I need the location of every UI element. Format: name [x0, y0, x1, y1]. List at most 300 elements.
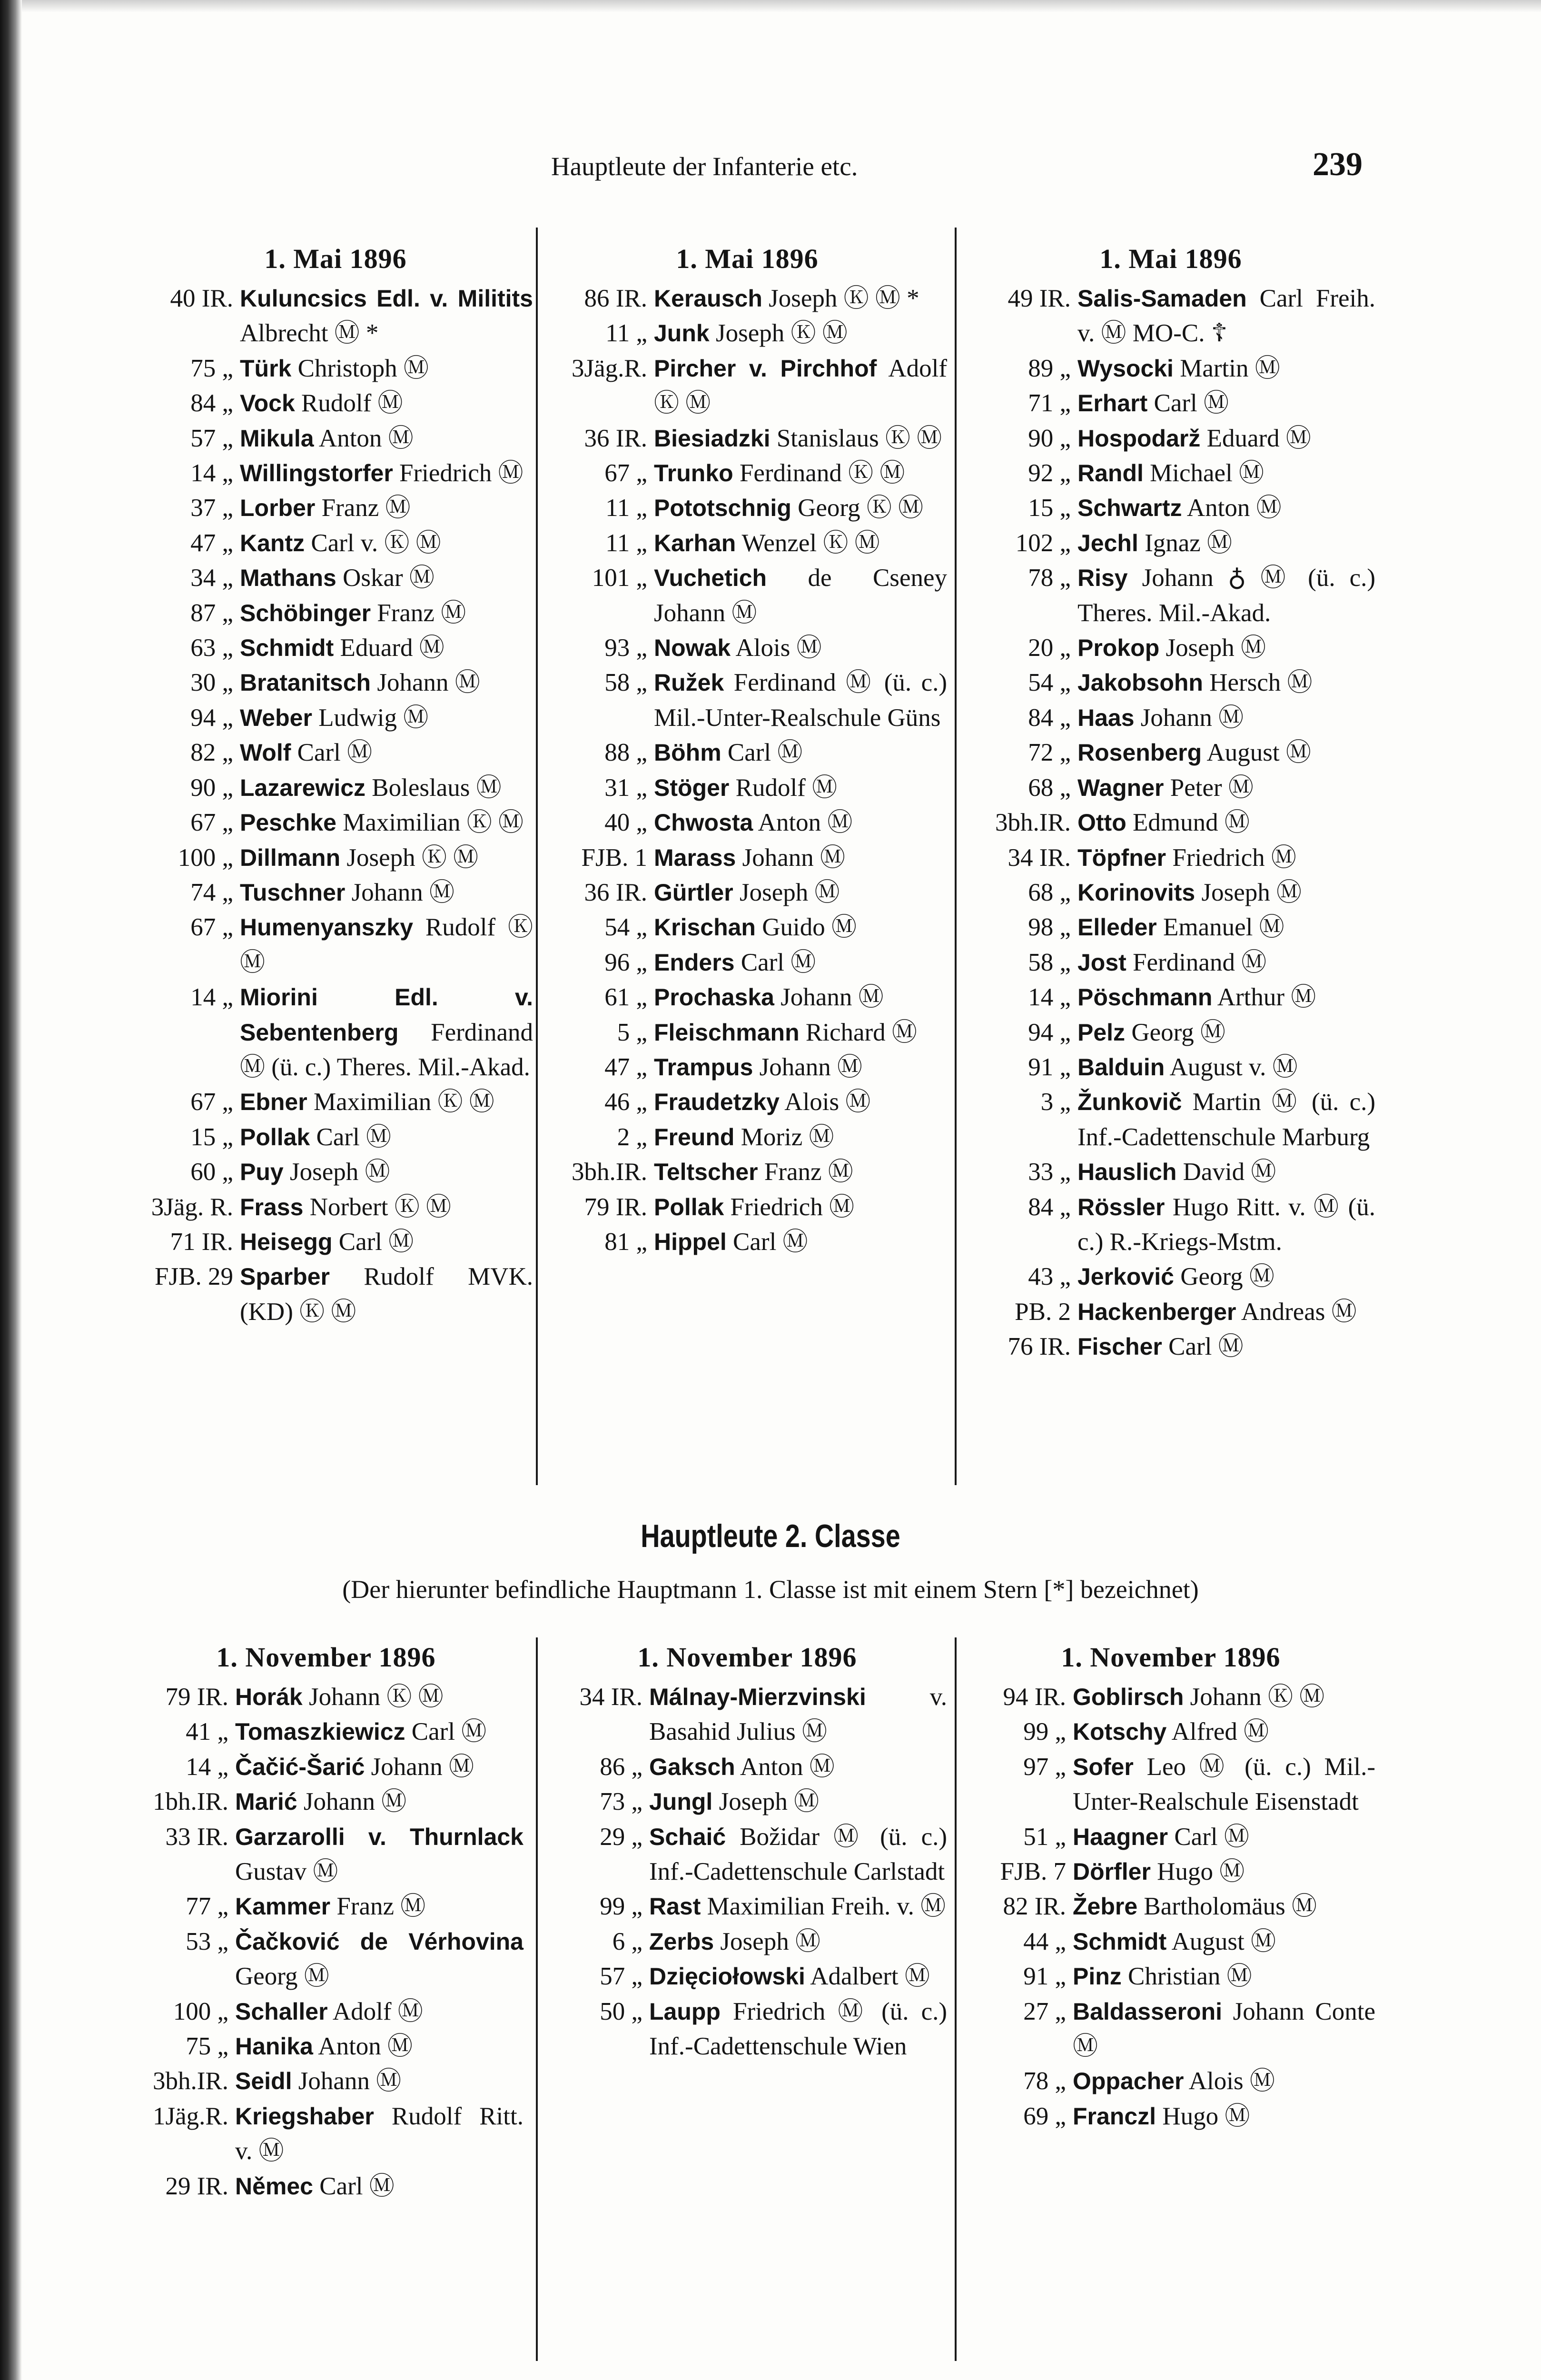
- officer-entry: [138, 875, 533, 910]
- regiment-ref: 67 „: [190, 913, 233, 942]
- officer-details: Johann Ⓜ: [297, 1788, 407, 1816]
- regiment-ref: 49 IR.: [1008, 285, 1071, 312]
- mai-1896-column-1: [138, 243, 533, 1329]
- officer-entry: [138, 1120, 533, 1155]
- regiment-ref: 94 IR.: [1003, 1683, 1066, 1711]
- officer-entry: [128, 1785, 524, 1819]
- regiment-ref: 68 „: [1028, 878, 1071, 906]
- officer-details: Ferdinand Ⓜ (ü. c.) Mil.-Unter-Realschule Güns: [654, 669, 947, 732]
- officer-entry: [966, 945, 1375, 980]
- officer-details: Carl Ⓜ: [1162, 1333, 1244, 1361]
- regiment-ref: 100 „: [178, 843, 233, 872]
- officer-text: [240, 980, 533, 1085]
- officer-surname: Ružek: [654, 669, 724, 696]
- officer-text: [1073, 1854, 1375, 1889]
- officer-text: [1077, 771, 1375, 805]
- officer-entry: [547, 1820, 947, 1890]
- officer-details: Anton Ⓜ: [314, 424, 414, 452]
- regiment-ref: 11 „: [605, 529, 647, 557]
- officer-entry: [547, 1085, 947, 1120]
- regiment-ref: 92 „: [1028, 459, 1071, 487]
- officer-surname: Čačić-Šarić: [235, 1753, 365, 1780]
- regiment-ref: 90 „: [1028, 424, 1071, 452]
- officer-surname: Wolf: [240, 739, 291, 766]
- officer-surname: Trampus: [654, 1053, 753, 1081]
- column-heading: 1. Mai 1896: [264, 243, 407, 274]
- officer-surname: Pöschmann: [1077, 984, 1213, 1011]
- officer-entry: [966, 980, 1375, 1015]
- officer-text: [235, 1680, 524, 1715]
- officer-text: [649, 1750, 947, 1785]
- regiment-ref: 14 „: [190, 983, 233, 1012]
- officer-details: Joseph Ⓚ Ⓜ: [709, 319, 848, 347]
- officer-surname: Rast: [649, 1893, 701, 1920]
- officer-details: Johann Ⓚ Ⓜ: [302, 1683, 444, 1711]
- officer-surname: Pinz: [1073, 1963, 1122, 1990]
- officer-entry: [547, 980, 947, 1015]
- officer-details: Rudolf MVK. (KD) Ⓚ Ⓜ: [240, 1263, 533, 1326]
- officer-entry: [547, 526, 947, 561]
- officer-text: [240, 735, 533, 770]
- officer-text: [240, 1155, 533, 1190]
- regiment-ref: 14 „: [190, 459, 233, 487]
- entry-list: [547, 1680, 947, 2064]
- officer-surname: Zerbs: [649, 1928, 714, 1955]
- officer-text: [1077, 421, 1375, 456]
- officer-text: [654, 665, 947, 735]
- officer-surname: Schaić: [649, 1823, 726, 1850]
- officer-entry: [128, 1994, 524, 2029]
- officer-surname: Biesiadzki: [654, 425, 770, 452]
- regiment-ref: 99 „: [1023, 1718, 1066, 1746]
- officer-surname: Mikula: [240, 425, 314, 452]
- running-title: Hauptleute der Infanterie etc.: [551, 152, 858, 181]
- officer-details: Anton Ⓜ: [753, 809, 853, 837]
- officer-details: Carl Ⓜ: [405, 1718, 487, 1746]
- officer-surname: Türk: [240, 355, 292, 382]
- officer-text: [1077, 526, 1375, 561]
- officer-surname: Teltscher: [654, 1159, 758, 1186]
- officer-entry: [138, 910, 533, 980]
- officer-surname: Töpfner: [1077, 844, 1166, 871]
- officer-surname: Pelz: [1077, 1019, 1126, 1046]
- regiment-ref: 101 „: [592, 564, 647, 592]
- regiment-ref: 53 „: [186, 1927, 228, 1955]
- regiment-ref: 5 „: [617, 1018, 647, 1046]
- officer-surname: Baldasseroni: [1073, 1998, 1223, 2025]
- mai-1896-column-3: [966, 243, 1375, 1365]
- officer-entry: [138, 351, 533, 386]
- officer-surname: Willingstorfer: [240, 460, 393, 487]
- officer-entry: [966, 2099, 1375, 2134]
- officer-entry: [138, 771, 533, 805]
- regiment-ref: 75 „: [190, 354, 233, 382]
- regiment-ref: 3Jäg. R.: [151, 1193, 233, 1221]
- regiment-ref: 33 IR.: [165, 1823, 228, 1851]
- officer-text: [235, 2169, 524, 2204]
- regiment-ref: 78 „: [1028, 564, 1071, 592]
- officer-entry: [138, 281, 533, 351]
- officer-surname: Jakobsohn: [1077, 669, 1203, 696]
- regiment-ref: 58 „: [604, 669, 647, 697]
- officer-entry: [138, 805, 533, 840]
- regiment-ref: 31 „: [604, 774, 647, 802]
- regiment-ref: 84 „: [1028, 1193, 1071, 1221]
- officer-surname: Vuchetich: [654, 565, 767, 592]
- officer-text: [654, 421, 947, 456]
- officer-entry: [128, 1889, 524, 1924]
- officer-text: [240, 456, 533, 491]
- officer-entry: [138, 561, 533, 595]
- officer-text: [1073, 1715, 1375, 1749]
- officer-surname: Rosenberg: [1077, 739, 1202, 766]
- officer-text: [654, 281, 947, 316]
- regiment-ref: 37 „: [190, 494, 233, 522]
- officer-surname: Kriegshaber: [235, 2102, 374, 2130]
- officer-entry: [966, 735, 1375, 770]
- officer-text: [1077, 386, 1375, 421]
- officer-details: Hugo Ⓜ: [1156, 2102, 1250, 2130]
- regiment-ref: 61 „: [604, 983, 647, 1012]
- officer-details: Carl Ⓜ: [332, 1228, 414, 1256]
- officer-text: [235, 1820, 524, 1890]
- officer-surname: Jechl: [1077, 529, 1138, 556]
- officer-surname: Haas: [1077, 704, 1135, 731]
- officer-details: Moriz Ⓜ: [734, 1123, 834, 1151]
- officer-text: [654, 316, 947, 351]
- officer-entry: [138, 1085, 533, 1120]
- officer-details: Hugo Ritt. v. Ⓜ (ü. c.) R.-Kriegs-Mstm.: [1077, 1193, 1375, 1256]
- officer-surname: Goblirsch: [1073, 1684, 1184, 1710]
- officer-entry: [966, 526, 1375, 561]
- regiment-ref: 11 „: [605, 319, 647, 347]
- regiment-ref: 15 „: [190, 1123, 233, 1151]
- officer-text: [1077, 875, 1375, 910]
- officer-surname: Elleder: [1077, 914, 1157, 941]
- officer-surname: Žunkovič: [1077, 1089, 1182, 1116]
- officer-details: Anton Ⓜ: [735, 1753, 835, 1781]
- regiment-ref: 40 „: [604, 809, 647, 837]
- regiment-ref: 79 IR.: [584, 1193, 647, 1221]
- officer-entry: [966, 1889, 1375, 1924]
- regiment-ref: 84 „: [190, 389, 233, 417]
- regiment-ref: 76 IR.: [1008, 1333, 1071, 1361]
- regiment-ref: 58 „: [1028, 948, 1071, 976]
- officer-entry: [966, 1924, 1375, 1959]
- regiment-ref: 94 „: [190, 704, 233, 732]
- officer-details: Johann Ⓜ: [1134, 704, 1244, 732]
- november-1896-column-2: [547, 1641, 947, 2064]
- regiment-ref: 78 „: [1023, 2067, 1066, 2095]
- officer-text: [240, 875, 533, 910]
- officer-surname: Němec: [235, 2172, 313, 2200]
- officer-surname: Tomaszkiewicz: [235, 1718, 405, 1745]
- regiment-ref: 50 „: [600, 1997, 642, 2025]
- regiment-ref: FJB. 29: [155, 1263, 233, 1291]
- regiment-ref: 82 „: [190, 739, 233, 767]
- officer-surname: Ebner: [240, 1089, 307, 1116]
- officer-surname: Trunko: [654, 460, 733, 487]
- officer-text: [1077, 1329, 1375, 1364]
- officer-surname: Chwosta: [654, 809, 753, 836]
- officer-details: Ferdinand Ⓜ: [1126, 948, 1267, 976]
- officer-details: Rudolf Ritt. v. Ⓜ: [235, 2102, 524, 2165]
- officer-surname: Dörfler: [1073, 1858, 1151, 1885]
- column-rule: [955, 228, 957, 1485]
- officer-text: [654, 526, 947, 561]
- regiment-ref: 73 „: [600, 1788, 642, 1816]
- officer-details: Franz Ⓜ: [330, 1893, 426, 1921]
- officer-details: Eduard Ⓜ: [1200, 424, 1311, 452]
- officer-surname: Kotschy: [1073, 1718, 1167, 1745]
- officer-text: [654, 351, 947, 421]
- officer-entry: [966, 1050, 1375, 1085]
- officer-details: Johann ♁ Ⓜ (ü. c.) Theres. Mil.-Akad.: [1077, 564, 1375, 627]
- officer-details: Maximilian Freih. v. Ⓜ: [701, 1893, 946, 1921]
- officer-surname: Erhart: [1077, 390, 1148, 417]
- officer-details: Ferdinand Ⓚ Ⓜ: [733, 459, 905, 487]
- officer-surname: Jungl: [649, 1788, 713, 1815]
- officer-text: [240, 631, 533, 665]
- officer-entry: [128, 1924, 524, 1994]
- officer-surname: Čačković de Vérhovina: [235, 1928, 524, 1955]
- officer-text: [654, 491, 947, 526]
- officer-entry: [966, 281, 1375, 351]
- officer-entry: [547, 1959, 947, 1994]
- regiment-ref: 46 „: [604, 1088, 647, 1116]
- officer-text: [1073, 1750, 1375, 1820]
- regiment-ref: 1bh.IR.: [153, 1788, 228, 1816]
- officer-details: Gustav Ⓜ: [235, 1858, 338, 1886]
- regiment-ref: 90 „: [190, 774, 233, 802]
- officer-entry: [966, 2064, 1375, 2099]
- officer-text: [240, 1085, 533, 1120]
- officer-details: Christoph Ⓜ: [291, 354, 429, 382]
- regiment-ref: 2 „: [617, 1123, 647, 1151]
- officer-details: Adolf Ⓜ: [327, 1997, 423, 2025]
- officer-details: Carl v. Ⓚ Ⓜ: [305, 529, 441, 557]
- officer-text: [1073, 2064, 1375, 2099]
- officer-details: Adalbert Ⓜ: [805, 1963, 930, 1991]
- november-1896-column-1: [128, 1641, 524, 2204]
- regiment-ref: 77 „: [186, 1893, 228, 1921]
- officer-details: Georg Ⓜ: [1125, 1018, 1226, 1046]
- regiment-ref: 44 „: [1023, 1927, 1066, 1955]
- officer-surname: Haagner: [1073, 1823, 1168, 1850]
- officer-text: [1073, 1680, 1375, 1715]
- officer-text: [1077, 281, 1375, 351]
- officer-entry: [547, 1190, 947, 1225]
- regiment-ref: 82 IR.: [1003, 1893, 1066, 1921]
- officer-details: August v. Ⓜ: [1165, 1053, 1298, 1081]
- regiment-ref: 69 „: [1023, 2102, 1066, 2130]
- officer-text: [1073, 1820, 1375, 1854]
- regiment-ref: 3bh.IR.: [153, 2067, 228, 2095]
- officer-details: Carl Ⓜ: [310, 1123, 392, 1151]
- officer-details: Rudolf Ⓚ Ⓜ: [240, 913, 533, 976]
- officer-text: [240, 281, 533, 351]
- officer-entry: [547, 771, 947, 805]
- officer-surname: Hospodarž: [1077, 425, 1201, 452]
- entry-list: [138, 281, 533, 1329]
- officer-entry: [138, 631, 533, 665]
- officer-entry: [128, 1820, 524, 1890]
- officer-entry: [966, 491, 1375, 526]
- officer-entry: [138, 386, 533, 421]
- officer-entry: [547, 351, 947, 421]
- officer-details: Joseph Ⓜ: [733, 878, 840, 906]
- officer-details: Alois Ⓜ: [1184, 2067, 1275, 2095]
- officer-text: [240, 386, 533, 421]
- officer-text: [654, 1225, 947, 1259]
- section-note: (Der hierunter befindliche Hauptmann 1. Classe ist mit einem Stern [*] bezeichnet): [342, 1575, 1199, 1604]
- officer-entry: [966, 805, 1375, 840]
- column-rule: [536, 228, 538, 1485]
- officer-entry: [547, 805, 947, 840]
- officer-surname: Gaksch: [649, 1753, 735, 1780]
- officer-entry: [966, 771, 1375, 805]
- officer-text: [649, 1889, 947, 1924]
- officer-surname: Garzarolli v. Thurnlack: [235, 1823, 524, 1850]
- officer-entry: [966, 841, 1375, 875]
- officer-surname: Hippel: [654, 1228, 727, 1255]
- officer-entry: [966, 1295, 1375, 1329]
- officer-text: [235, 2029, 524, 2064]
- officer-text: [1073, 1959, 1375, 1994]
- regiment-ref: 87 „: [190, 599, 233, 627]
- officer-text: [649, 1924, 947, 1959]
- officer-details: Carl Freih. v. Ⓜ MO-C. ☦: [1077, 285, 1375, 347]
- officer-entry: [547, 1994, 947, 2064]
- officer-text: [235, 1785, 524, 1819]
- regiment-ref: 20 „: [1028, 634, 1071, 662]
- officer-entry: [966, 1854, 1375, 1889]
- officer-surname: Fischer: [1077, 1333, 1162, 1360]
- officer-details: Friedrich Ⓜ: [724, 1193, 855, 1221]
- officer-entry: [547, 841, 947, 875]
- officer-entry: [966, 1959, 1375, 1994]
- officer-details: Emanuel Ⓜ: [1156, 913, 1284, 942]
- regiment-ref: 51 „: [1023, 1823, 1066, 1851]
- regiment-ref: 71 IR.: [170, 1228, 233, 1256]
- officer-details: Georg Ⓚ Ⓜ: [791, 494, 924, 522]
- officer-details: Carl Ⓜ: [313, 2172, 395, 2200]
- column-heading: 1. November 1896: [216, 1642, 436, 1673]
- officer-text: [240, 841, 533, 875]
- officer-surname: Bratanitsch: [240, 669, 371, 696]
- officer-details: Johann Ⓜ: [292, 2067, 402, 2095]
- officer-surname: Hauslich: [1077, 1159, 1177, 1186]
- officer-details: Alois Ⓜ: [779, 1088, 871, 1116]
- officer-entry: [138, 1259, 533, 1329]
- officer-surname: Pototschnig: [654, 495, 791, 522]
- regiment-ref: 67 „: [190, 1088, 233, 1116]
- officer-entry: [966, 875, 1375, 910]
- officer-entry: [547, 665, 947, 735]
- officer-entry: [966, 1715, 1375, 1749]
- officer-text: [1077, 1259, 1375, 1294]
- officer-text: [654, 771, 947, 805]
- officer-surname: Schaller: [235, 1998, 328, 2025]
- regiment-ref: 47 „: [604, 1053, 647, 1081]
- officer-entry: [966, 1259, 1375, 1294]
- officer-surname: Miorini Edl. v. Sebentenberg: [240, 984, 533, 1046]
- regiment-ref: 97 „: [1023, 1753, 1066, 1781]
- officer-details: Johann Conte Ⓜ: [1073, 1997, 1375, 2061]
- column-heading: 1. November 1896: [637, 1642, 857, 1673]
- officer-surname: Karhan: [654, 529, 736, 556]
- officer-details: Andreas Ⓜ: [1236, 1298, 1357, 1326]
- regiment-ref: 36 IR.: [584, 424, 647, 452]
- officer-text: [1073, 1889, 1375, 1924]
- officer-surname: Krischan: [654, 914, 756, 941]
- officer-surname: Fraudetzky: [654, 1089, 780, 1116]
- officer-details: Ludwig Ⓜ: [312, 704, 429, 732]
- officer-entry: [547, 1750, 947, 1785]
- regiment-ref: 34 IR.: [1008, 843, 1071, 872]
- entry-list: [547, 281, 947, 1259]
- officer-details: Alfred Ⓜ: [1166, 1718, 1269, 1746]
- officer-surname: Pollak: [240, 1123, 310, 1150]
- officer-details: Michael Ⓜ: [1143, 459, 1264, 487]
- officer-details: Stanislaus Ⓚ Ⓜ: [770, 424, 942, 452]
- officer-surname: Marass: [654, 844, 736, 871]
- officer-surname: Otto: [1077, 809, 1126, 836]
- regiment-ref: 81 „: [604, 1228, 647, 1256]
- officer-surname: Vock: [240, 390, 295, 417]
- officer-text: [240, 1225, 533, 1259]
- officer-surname: Pircher v. Pirchhof: [654, 355, 877, 382]
- officer-entry: [138, 701, 533, 735]
- officer-entry: [966, 1015, 1375, 1050]
- officer-details: Hugo Ⓜ: [1150, 1858, 1245, 1886]
- officer-details: Hersch Ⓜ: [1203, 669, 1313, 697]
- officer-text: [654, 1050, 947, 1085]
- officer-text: [235, 2099, 524, 2169]
- officer-surname: Lorber: [240, 495, 316, 522]
- regiment-ref: 99 „: [600, 1893, 642, 1921]
- officer-details: Ferdinand Ⓜ (ü. c.) Theres. Mil.-Akad.: [240, 1018, 533, 1081]
- officer-surname: Korinovits: [1077, 879, 1195, 906]
- officer-surname: Stöger: [654, 774, 730, 801]
- officer-details: Carl Ⓜ: [721, 739, 803, 767]
- regiment-ref: 3bh.IR.: [572, 1158, 647, 1186]
- november-1896-column-3: [966, 1641, 1375, 2134]
- regiment-ref: 94 „: [1028, 1018, 1071, 1046]
- officer-surname: Tuschner: [240, 879, 346, 906]
- column-rule: [536, 1637, 538, 2361]
- officer-text: [649, 1959, 947, 1994]
- officer-details: Eduard Ⓜ: [334, 634, 445, 662]
- officer-surname: Weber: [240, 704, 312, 731]
- officer-details: Joseph Ⓜ: [1159, 634, 1266, 662]
- officer-details: Joseph Ⓜ: [283, 1158, 390, 1186]
- officer-entry: [966, 1994, 1375, 2064]
- officer-surname: Enders: [654, 949, 735, 976]
- officer-details: Bartholomäus Ⓜ: [1137, 1893, 1317, 1921]
- officer-entry: [966, 1750, 1375, 1820]
- officer-details: Carl Ⓜ: [291, 739, 373, 767]
- officer-surname: Gürtler: [654, 879, 733, 906]
- officer-details: Anton Ⓜ: [313, 2033, 413, 2061]
- officer-entry: [547, 281, 947, 316]
- officer-surname: Málnay-Mierzvinski: [649, 1684, 866, 1710]
- regiment-ref: 36 IR.: [584, 878, 647, 906]
- officer-surname: Puy: [240, 1159, 284, 1186]
- page-number: 239: [1313, 146, 1363, 183]
- officer-text: [654, 980, 947, 1015]
- officer-surname: Balduin: [1077, 1053, 1165, 1081]
